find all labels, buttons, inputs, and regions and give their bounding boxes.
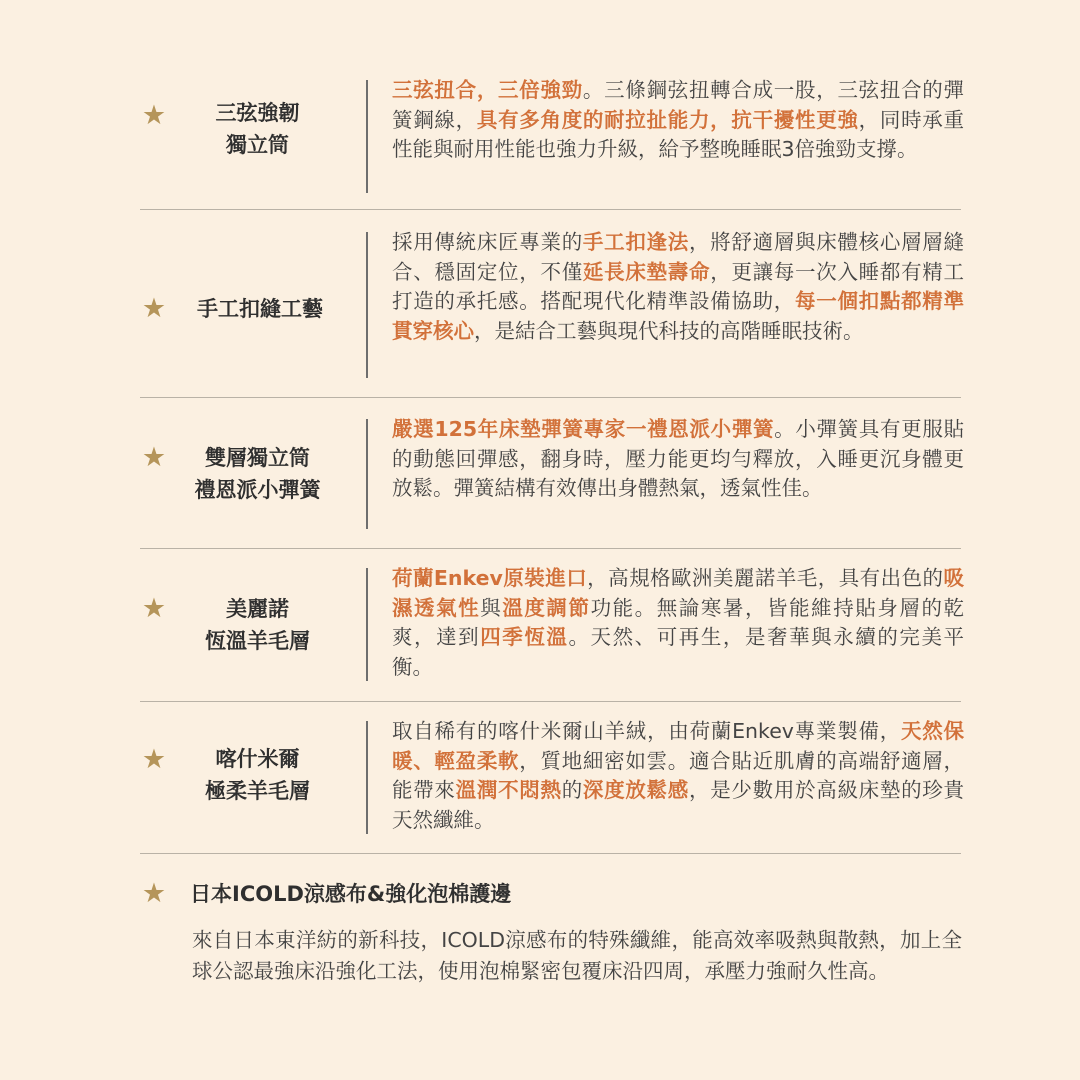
feature-title-line: 極柔羊毛層 <box>205 779 310 803</box>
vertical-divider <box>366 721 368 834</box>
body-text: 的 <box>561 778 583 802</box>
feature-title-1 <box>185 97 330 161</box>
feature-title-2 <box>180 293 340 325</box>
horizontal-divider <box>140 209 961 210</box>
final-feature-desc: 來自日本東洋紡的新科技，ICOLD涼感布的特殊纖維，能高效率吸熱與散熱，加上全球公認最強床沿強化工法，使用泡棉緊密包覆床沿四周，承壓力強耐久性高。 <box>192 928 962 983</box>
feature-row-5 <box>140 717 965 837</box>
star-icon: ★ <box>141 293 167 324</box>
feature-row-4 <box>140 564 965 684</box>
body-text: 採用傳統床匠專業的 <box>392 230 583 254</box>
highlight-text: 具有多角度的耐拉扯能力，抗干擾性更強 <box>476 107 859 132</box>
body-text: ，將舒適層與床體核心層層縫合、穩固定位，不僅 <box>392 230 965 284</box>
body-text: ，是少數用於高級床墊的珍貴天然纖維。 <box>392 778 965 832</box>
feature-desc-5 <box>392 717 964 835</box>
highlight-text: 天然保暖、輕盈柔軟 <box>392 719 964 773</box>
star-icon: ★ <box>141 593 167 624</box>
horizontal-divider <box>140 548 961 549</box>
feature-title-line: 三弦強韌 <box>215 101 300 125</box>
feature-title-line: 雙層獨立筒 <box>205 446 310 470</box>
body-text: ，更讓每一次入睡都有精工打造的承托感。搭配現代化精準設備協助， <box>392 259 965 313</box>
highlight-text: 溫度調節 <box>502 595 591 620</box>
feature-row-2 <box>140 228 965 383</box>
body-text: ，是結合工藝與現代科技的高階睡眠技術。 <box>474 318 864 343</box>
feature-desc-3 <box>392 415 964 504</box>
vertical-divider <box>366 232 368 378</box>
body-text: 取自稀有的喀什米爾山羊絨，由荷蘭Enkev專業製備， <box>392 719 901 743</box>
highlight-text: 嚴選125年床墊彈簧專家一禮恩派小彈簧 <box>392 417 775 441</box>
feature-title-line: 恆溫羊毛層 <box>205 629 310 653</box>
highlight-text: 吸濕透氣性 <box>392 566 964 620</box>
highlight-text: 三弦扭合，三倍強勁 <box>392 78 583 102</box>
highlight-text: 四季恆溫 <box>480 625 569 649</box>
vertical-divider <box>366 568 368 681</box>
feature-title-line: 手工扣縫工藝 <box>197 297 323 321</box>
feature-desc-1 <box>392 76 964 165</box>
highlight-text: 延長床墊壽命 <box>582 259 711 284</box>
horizontal-divider <box>140 701 961 702</box>
feature-title-5 <box>185 743 330 807</box>
feature-title-4 <box>185 593 330 657</box>
feature-title-3 <box>180 442 335 506</box>
feature-row-1 <box>140 76 965 196</box>
body-text: 。小彈簧具有更服貼的動態回彈感，翻身時，壓力能更均勻釋放，入睡更沉身體更放鬆。彈簧結構有效傳出身體熱氣，透氣性佳。 <box>392 417 965 500</box>
horizontal-divider <box>140 397 961 398</box>
feature-row-3 <box>140 415 965 530</box>
highlight-text: 荷蘭Enkev原裝進口 <box>392 566 588 590</box>
highlight-text: 深度放鬆感 <box>582 778 689 802</box>
body-text: ，高規格歐洲美麗諾羊毛，具有出色的 <box>587 566 944 590</box>
vertical-divider <box>366 80 368 193</box>
feature-title-line: 禮恩派小彈簧 <box>194 478 321 502</box>
body-text: 功能。無論寒暑，皆能維持貼身層的乾爽，達到 <box>392 595 965 649</box>
feature-title-line: 獨立筒 <box>226 133 289 157</box>
body-text: 。天然、可再生，是奢華與永續的完美平衡。 <box>392 625 965 679</box>
feature-title-line: 喀什米爾 <box>215 747 300 771</box>
final-feature-title: 日本ICOLD涼感布&強化泡棉護邊 <box>190 882 512 906</box>
highlight-text: 溫潤不悶熱 <box>455 778 562 802</box>
body-text: 。三條鋼弦扭轉合成一股，三弦扭合的彈簧鋼線， <box>392 78 965 132</box>
feature-desc-4 <box>392 564 964 682</box>
highlight-text: 手工扣逢法 <box>582 230 689 254</box>
body-text: ，質地細密如雲。適合貼近肌膚的高端舒適層，能帶來 <box>392 748 965 802</box>
feature-title-line: 美麗諾 <box>226 597 289 621</box>
feature-desc-2 <box>392 228 964 346</box>
star-icon: ★ <box>141 878 167 909</box>
highlight-text: 每一個扣點都精準貫穿核心 <box>392 289 965 343</box>
star-icon: ★ <box>141 744 167 775</box>
star-icon: ★ <box>141 442 167 473</box>
star-icon: ★ <box>141 100 167 131</box>
vertical-divider <box>366 419 368 529</box>
body-text: 與 <box>480 595 503 620</box>
body-text: ，同時承重性能與耐用性能也強力升級，給予整晚睡眠3倍強勁支撐。 <box>392 107 965 161</box>
horizontal-divider <box>140 853 961 854</box>
